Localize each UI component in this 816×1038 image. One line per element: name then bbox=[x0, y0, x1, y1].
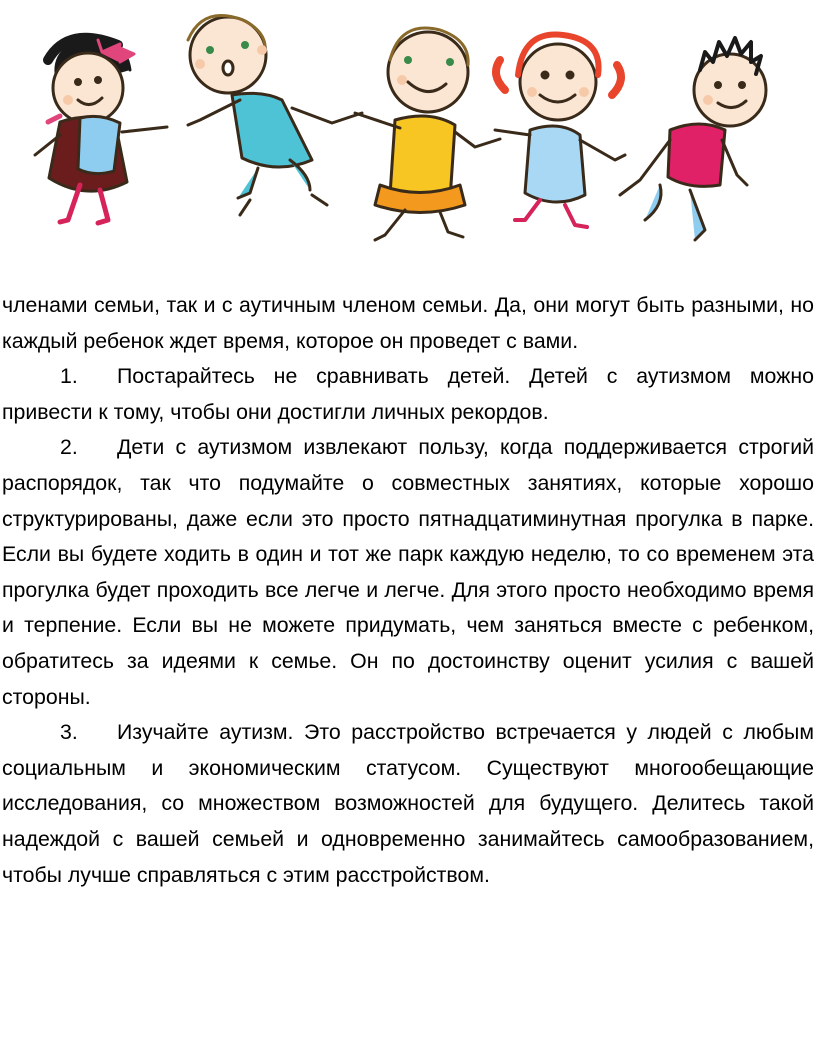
child-boy-teal-shirt bbox=[188, 16, 362, 216]
list-number: 3. bbox=[60, 720, 78, 745]
child-girl-red-hair bbox=[495, 35, 625, 228]
list-item-2 bbox=[2, 430, 814, 715]
intro-paragraph: членами семьи, так и с аутичным членом семьи. Да, они могут быть разными, но каждый ребенок ждет время, которое он проведет с вами. bbox=[2, 293, 814, 353]
list-item-text: Дети с аутизмом извлекают пользу, когда поддерживается строгий распорядок, так что подумайте о совместных занятиях, которые хорошо структурированы, даже если это просто пятнадцатиминутная прогулка в парке. Если вы будете ходить в один и тот же парк каждую неделю, то со временем эта прогулка будет проходить все легче и легче. Для этого просто необходимо время и терпение. Если вы не можете придумать, чем заняться вместе с ребенком, обратитесь за идеями к семье. Он по достоинству оценит усилия с вашей стороны. bbox=[2, 435, 814, 709]
list-number: 2. bbox=[60, 435, 78, 460]
article-text bbox=[2, 288, 814, 893]
list-number: 1. bbox=[60, 364, 78, 389]
child-girl-yellow-shirt bbox=[355, 28, 500, 240]
list-item-text: Постарайтесь не сравнивать детей. Детей с аутизмом можно привести к тому, чтобы они достигли личных рекордов. bbox=[2, 364, 814, 424]
child-boy-magenta-shirt bbox=[620, 38, 766, 240]
list-item-text: Изучайте аутизм. Это расстройство встречается у людей с любым социальным и экономическим статусом. Существуют многообещающие исследования, со множеством возможностей для будущего. Делитесь такой надеждой с вашей семьей и одновременно занимайтесь самообразованием, чтобы лучше справляться с этим расстройством. bbox=[2, 720, 814, 887]
list-item-3 bbox=[2, 715, 814, 893]
list-item-1 bbox=[2, 359, 814, 430]
child-girl-black-hair bbox=[35, 38, 167, 223]
children-holding-hands-illustration bbox=[0, 0, 816, 270]
